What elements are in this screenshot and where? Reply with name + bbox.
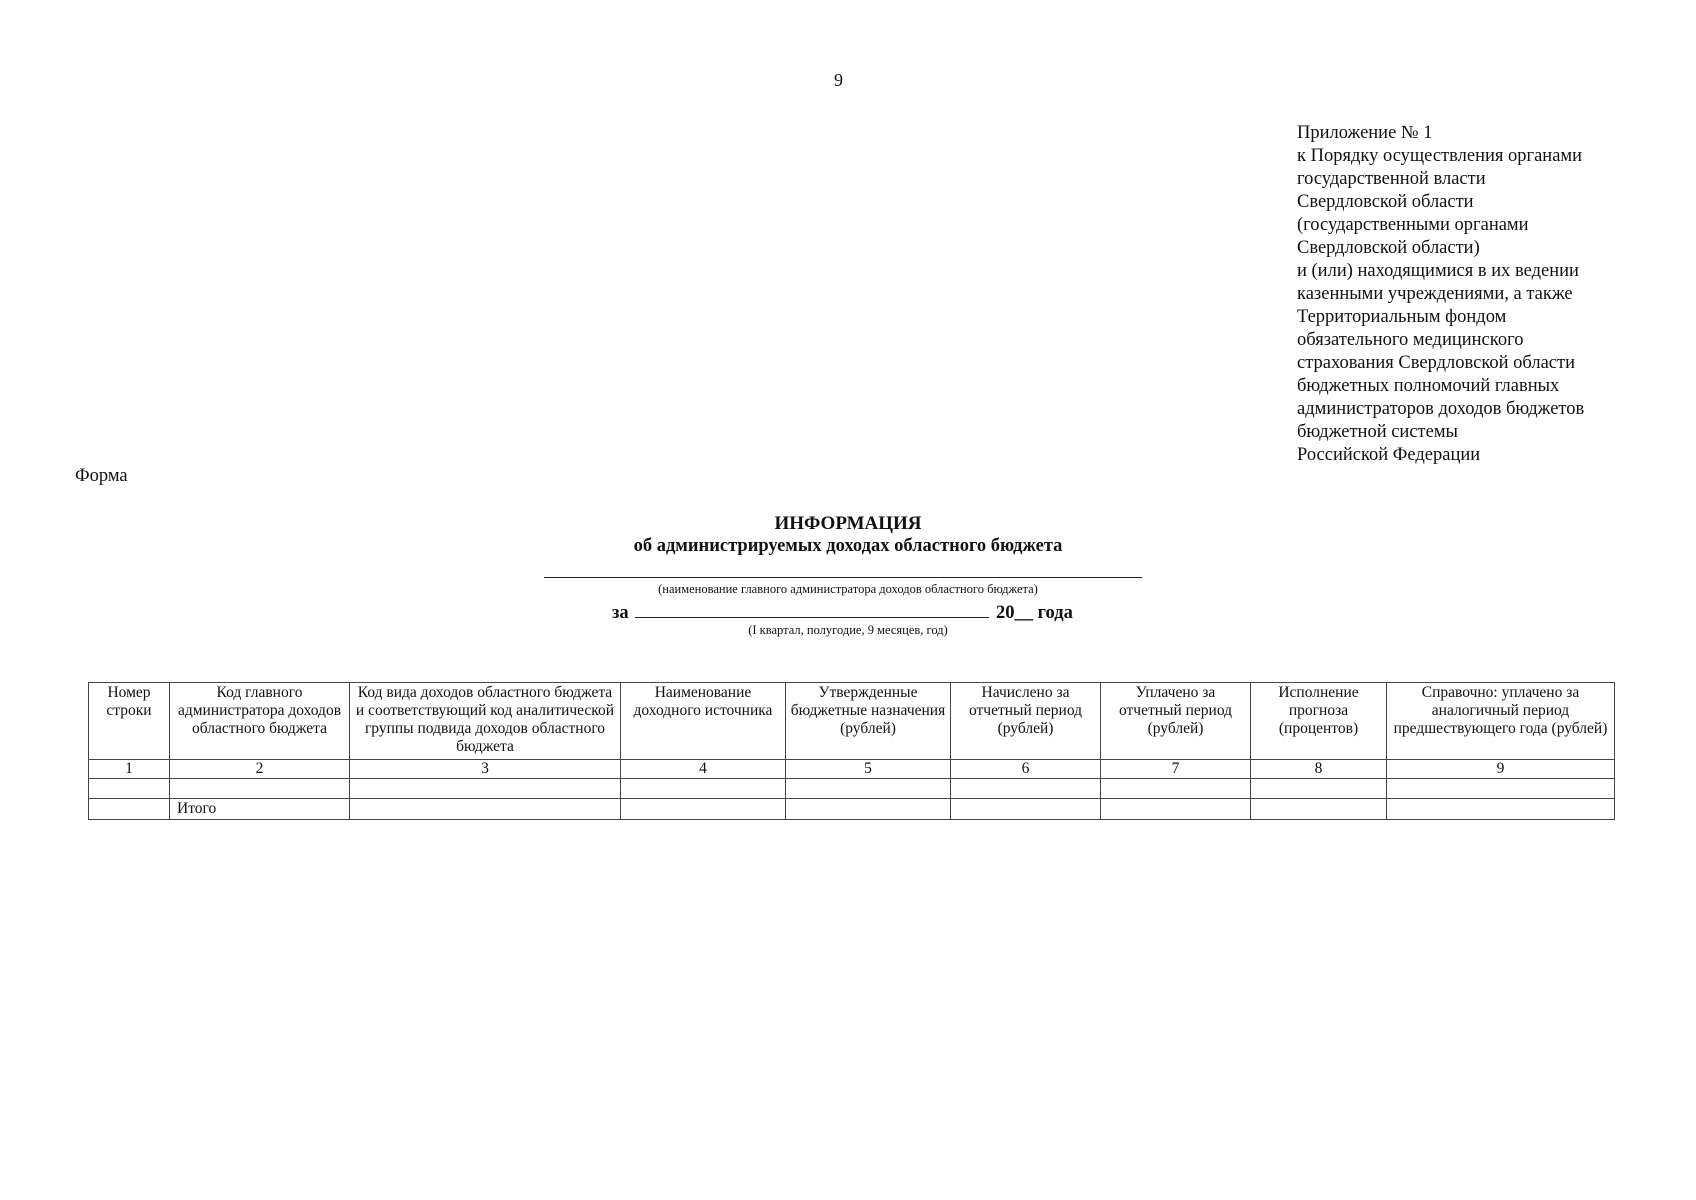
appendix-line: Российской Федерации	[1297, 445, 1481, 465]
header-row-number: Номер строки	[89, 683, 170, 760]
table-cell[interactable]	[786, 779, 951, 799]
header-admin-code: Код главного администратора доходов областного бюджета	[170, 683, 350, 760]
table-cell[interactable]	[1101, 779, 1251, 799]
form-label: Форма	[75, 466, 128, 486]
table-row	[89, 779, 1615, 799]
column-number-row	[89, 760, 1615, 779]
administrator-name-field[interactable]	[544, 577, 1142, 578]
header-paid: Уплачено за отчетный период (рублей)	[1101, 683, 1251, 760]
document-title: ИНФОРМАЦИЯ	[774, 513, 922, 534]
document-subtitle: об администрируемых доходах областного бюджета	[633, 536, 1063, 556]
header-execution: Исполнение прогноза (процентов)	[1251, 683, 1387, 760]
column-number: 1	[89, 760, 170, 779]
column-number: 8	[1251, 760, 1387, 779]
appendix-line: к Порядку осуществления органами	[1297, 146, 1583, 166]
period-row	[612, 600, 1073, 624]
appendix-line: казенными учреждениями, а также	[1297, 284, 1573, 304]
table-cell[interactable]	[1387, 799, 1615, 820]
period-prefix: за	[612, 603, 629, 623]
appendix-line: бюджетной системы	[1297, 422, 1458, 442]
year-prefix: 20__	[995, 603, 1033, 623]
column-number: 4	[621, 760, 786, 779]
table-cell[interactable]	[786, 799, 951, 820]
page-number: 9	[834, 70, 843, 90]
table-cell[interactable]	[350, 799, 621, 820]
table-cell[interactable]	[951, 779, 1101, 799]
appendix-line: государственной власти	[1297, 169, 1486, 189]
appendix-line: (государственными органами	[1297, 215, 1529, 235]
total-label: Итого	[170, 799, 350, 820]
period-field[interactable]	[635, 600, 989, 618]
table-cell[interactable]	[170, 779, 350, 799]
income-table	[88, 682, 1615, 820]
header-income-code: Код вида доходов областного бюджета и соответствующий код аналитической группы подвида доходов областного бюджета	[350, 683, 621, 760]
table-cell[interactable]	[1387, 779, 1615, 799]
column-number: 3	[350, 760, 621, 779]
column-number: 9	[1387, 760, 1615, 779]
appendix-line: Территориальным фондом	[1297, 307, 1507, 327]
table-cell[interactable]	[621, 779, 786, 799]
appendix-line: Приложение № 1	[1297, 123, 1433, 143]
header-approved: Утвержденные бюджетные назначения (рублей)	[786, 683, 951, 760]
table-cell[interactable]	[1251, 799, 1387, 820]
table-cell[interactable]	[89, 799, 170, 820]
period-suffix: года	[1037, 603, 1073, 623]
appendix-block	[1297, 122, 1657, 467]
table-cell[interactable]	[1101, 799, 1251, 820]
table-cell[interactable]	[1251, 779, 1387, 799]
table-cell[interactable]	[350, 779, 621, 799]
appendix-line: обязательного медицинского	[1297, 330, 1524, 350]
column-number: 5	[786, 760, 951, 779]
administrator-name-caption: (наименование главного администратора доходов областного бюджета)	[658, 582, 1038, 596]
appendix-line: бюджетных полномочий главных	[1297, 376, 1560, 396]
table-header-row	[89, 683, 1615, 760]
header-reference: Справочно: уплачено за аналогичный период предшествующего года (рублей)	[1387, 683, 1615, 760]
table-cell[interactable]	[621, 799, 786, 820]
period-caption: (I квартал, полугодие, 9 месяцев, год)	[748, 623, 948, 637]
appendix-line: администраторов доходов бюджетов	[1297, 399, 1585, 419]
header-source-name: Наименование доходного источника	[621, 683, 786, 760]
appendix-line: Свердловской области)	[1297, 238, 1480, 258]
column-number: 7	[1101, 760, 1251, 779]
table-cell[interactable]	[951, 799, 1101, 820]
table-cell[interactable]	[89, 779, 170, 799]
header-accrued: Начислено за отчетный период (рублей)	[951, 683, 1101, 760]
appendix-line: и (или) находящимися в их ведении	[1297, 261, 1579, 281]
column-number: 6	[951, 760, 1101, 779]
appendix-line: Свердловской области	[1297, 192, 1474, 212]
appendix-line: страхования Свердловской области	[1297, 353, 1575, 373]
total-row	[89, 799, 1615, 820]
column-number: 2	[170, 760, 350, 779]
